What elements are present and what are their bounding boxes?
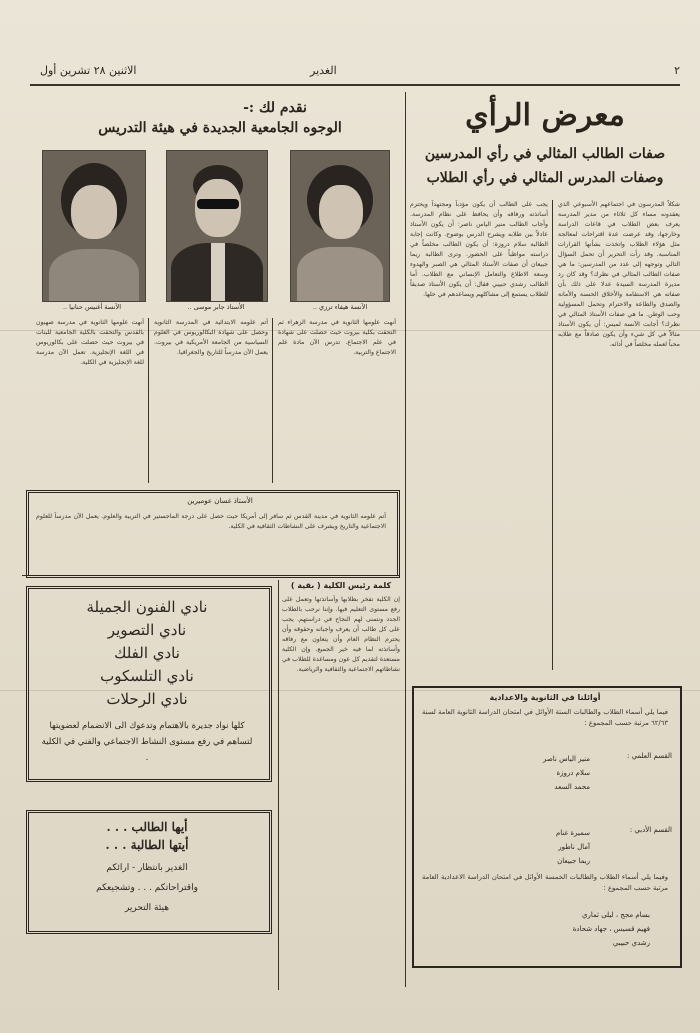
issue-date: الاثنين ٢٨ تشرين أول [40, 64, 137, 77]
president-speech-text: إن الكلية تفخر بطلابها وأساتذتها وتعمل على رفع مستوى التعليم فيها. وإننا نرحب بالطلاب الجدد ونتمنى لهم النجاح في دراستهم. يجب على كل طالب أن يعرف واجباته وحقوقه وأن يحترم النظام العام وأن يتعاون مع رفاقه وأساتذته لما فيه خير الجميع. وإن الكلية مستعدة لتقديم كل عون ومساعدة للطلاب في نشاطاتهم الاجتماعية والثقافية والرياضية. [282, 596, 400, 673]
honor-name: سلام دروزة [556, 769, 590, 777]
portrait-photo [290, 150, 390, 302]
header-rule [30, 84, 680, 86]
students-line-2: أيتها الطالبة . . . [105, 838, 189, 852]
honors-title: أوائلنا في الثانوية والاعدادية [489, 693, 601, 702]
science-label: القسم العلمي : [627, 752, 672, 760]
honor-name: آمال ناطور [558, 843, 590, 851]
club-name: نادي الفنون الجميلة [86, 598, 208, 616]
prep-names [470, 908, 650, 950]
honor-name: منير الياس ناصر [542, 755, 590, 763]
president-speech-title: كلمة رئيس الكلية ( بقية ) [290, 581, 392, 590]
honor-name: فهيم قسيس ، جهاد شحادة [572, 925, 650, 933]
prep-intro: وفيما يلي أسماء الطلاب والطالبات الخمسة الأوائل في امتحان الدراسة الاعدادية العامة مرتبة حسب المجموع : [422, 873, 668, 892]
column-divider [405, 92, 406, 987]
column-divider [278, 580, 279, 990]
honor-name: سميرة غنام [555, 829, 590, 837]
ghassan-bio: أتم علومه الثانوية في مدينة القدس ثم سافر إلى أمريكا حيث حصل على درجة الماجستير في التربية والعلوم. يعمل الآن مدرساً للعلوم الاجتماعية والتاريخ ويشرف على النشاطات الثقافية في الكلية. [36, 513, 386, 530]
portrait-caption: الأستاذ جابر موسى .. [187, 303, 245, 311]
faculty-bio: أنهت علومها الثانوية في مدرسة صهيون بالقدس والتحقت بالكلية الجامعية للبنات في بيروت حيث حصلت على بكالوريوس في اللغة الإنجليزية. تعمل الآن مدرسة للغة الإنجليزية في الكلية. [36, 319, 144, 366]
science-names [480, 752, 590, 794]
opinion-column-1: شكلاً المدرسون في اجتماعهم الأسبوعي الذي يعقدونه مساء كل ثلاثاء من مدير المدرسة يعرف بعض الطلاب في قاعات الدراسة وخارجها، وقد عرضت عدة اقتراحات لمعالجة مثل هؤلاء الطلاب واتخذت بشأنها القرارات المناسبة. وقد رأت التحرير أن تحمل السؤال التالي وتوجهه إلى عدد من المدرسين: ما هي صفات الطالب المثالي في نظرك؟ وقد كان رد مديرة المدرسة السيدة عدلا على ذلك بأن صفاته هي الاستقامة والأخلاق الحسنة والأمانة والصدق والطاعة والاحترام وتحمل المسؤولية وحب الوطن. ما هي صفات الأستاذ المثالي في نظرك؟ أجابت الآنسة لميس: أن يكون الأستاذ مثالاً في كل شيء وأن يكون صادقاً مع طلابه محباً لعمله مخلصاً في أدائه. [558, 201, 680, 348]
opinion-column-2: يجب على الطالب أن يكون مؤدباً ومجتهداً ويحترم أساتذته ورفاقه وأن يحافظ على نظام المدرسة. وأجاب الطالب منير الياس ناصر: أن يكون الأستاذ عادلاً بين طلابه ويشرح الدرس بوضوح. وكانت إجابة الطالبة سلام دروزة: أن يكون الطالب مخلصاً في دراسته مواظباً على الحضور. وترى الطالبة ريما جبيعان أن صفات الأستاذ المثالي هي الصبر والهدوء وسعة الاطلاع والتعامل الإنساني مع الطلاب. أما الطالب رشدي حبيبي فقال: أن يكون الأستاذ صديقاً للطلاب يستمع إلى مشاكلهم ويساعدهم في حلها. [410, 201, 548, 298]
opinion-subtitle-1: صفات الطالب المثالي في رأي المدرسين [424, 146, 666, 162]
portrait-caption: الآنسة هيفاء ترزي .. [312, 303, 368, 311]
portrait-photo [42, 150, 146, 302]
portrait-caption: الآنسة أغنيس حنانيا .. [62, 303, 122, 311]
honor-name: محمد السعد [554, 783, 590, 791]
faculty-bio: أتم علومه الابتدائية في المدرسة الثانوية وحصل على شهادة البكالوريوس في العلوم السياسية من الجامعة الأمريكية في بيروت. يعمل الآن مدرساً للتاريخ والجغرافيا. [154, 319, 268, 356]
honor-name: رشدي حبيبي [612, 939, 650, 947]
honor-name: ريما جبيعان [557, 857, 590, 865]
column-divider [272, 318, 273, 483]
students-message [30, 858, 264, 918]
students-heading [30, 818, 264, 854]
portrait-photo [166, 150, 268, 302]
honor-name: بسام مجج ، ليلى ثماري [582, 911, 650, 919]
club-name: نادي الفلك [114, 644, 180, 662]
club-name: نادي الرحلات [106, 690, 188, 708]
students-text-2: واقتراحاتكم . . . وتشجيعكم [96, 883, 198, 893]
page-number: ٢ [674, 64, 680, 77]
club-name: نادي التصوير [107, 621, 187, 639]
page-header [30, 64, 680, 82]
opinion-title: معرض الرأي [465, 98, 625, 133]
honors-intro: فيما يلي أسماء الطلاب والطالبات الستة الأوائل في امتحان الدراسة الثانوية العامة لسنة ٦٢/٦٣ مرتبة حسب المجموع : [422, 708, 668, 727]
faculty-title: الوجوه الجامعية الجديدة في هيئة التدريس [98, 120, 342, 136]
clubs-invitation: كلها نواد جديرة بالاهتمام وتدعوك الى الانضمام لعضويتها لتساهم في رفع مستوى النشاط الاجتماعي والفني في الكلية . [41, 721, 253, 763]
faculty-kicker: نقدم لك :- [243, 100, 307, 116]
clubs-list [30, 596, 264, 711]
students-line-1: أيها الطالب . . . [106, 820, 188, 834]
column-divider [148, 318, 149, 483]
faculty-bio: أنهت علومها الثانوية في مدرسة الزهراء ثم التحقت بكلية بيروت حيث حصلت على شهادة في علم الاجتماع. تدرس الآن مادة علم الاجتماع والتربية. [278, 319, 396, 356]
club-name: نادي التلسكوب [100, 667, 194, 685]
students-text-1: الغدير بانتظار - ارائكم [106, 863, 188, 873]
ghassan-name: الأستاذ غسان عوميرين [187, 497, 253, 505]
newspaper-name: الغدير [310, 64, 337, 77]
opinion-subtitle-2: وصفات المدرس المثالي في رأي الطلاب [426, 170, 664, 186]
literary-names [480, 826, 590, 868]
column-divider [552, 200, 553, 670]
literary-label: القسم الأدبي : [629, 826, 672, 834]
students-signature: هيئة التحرير [124, 903, 170, 913]
